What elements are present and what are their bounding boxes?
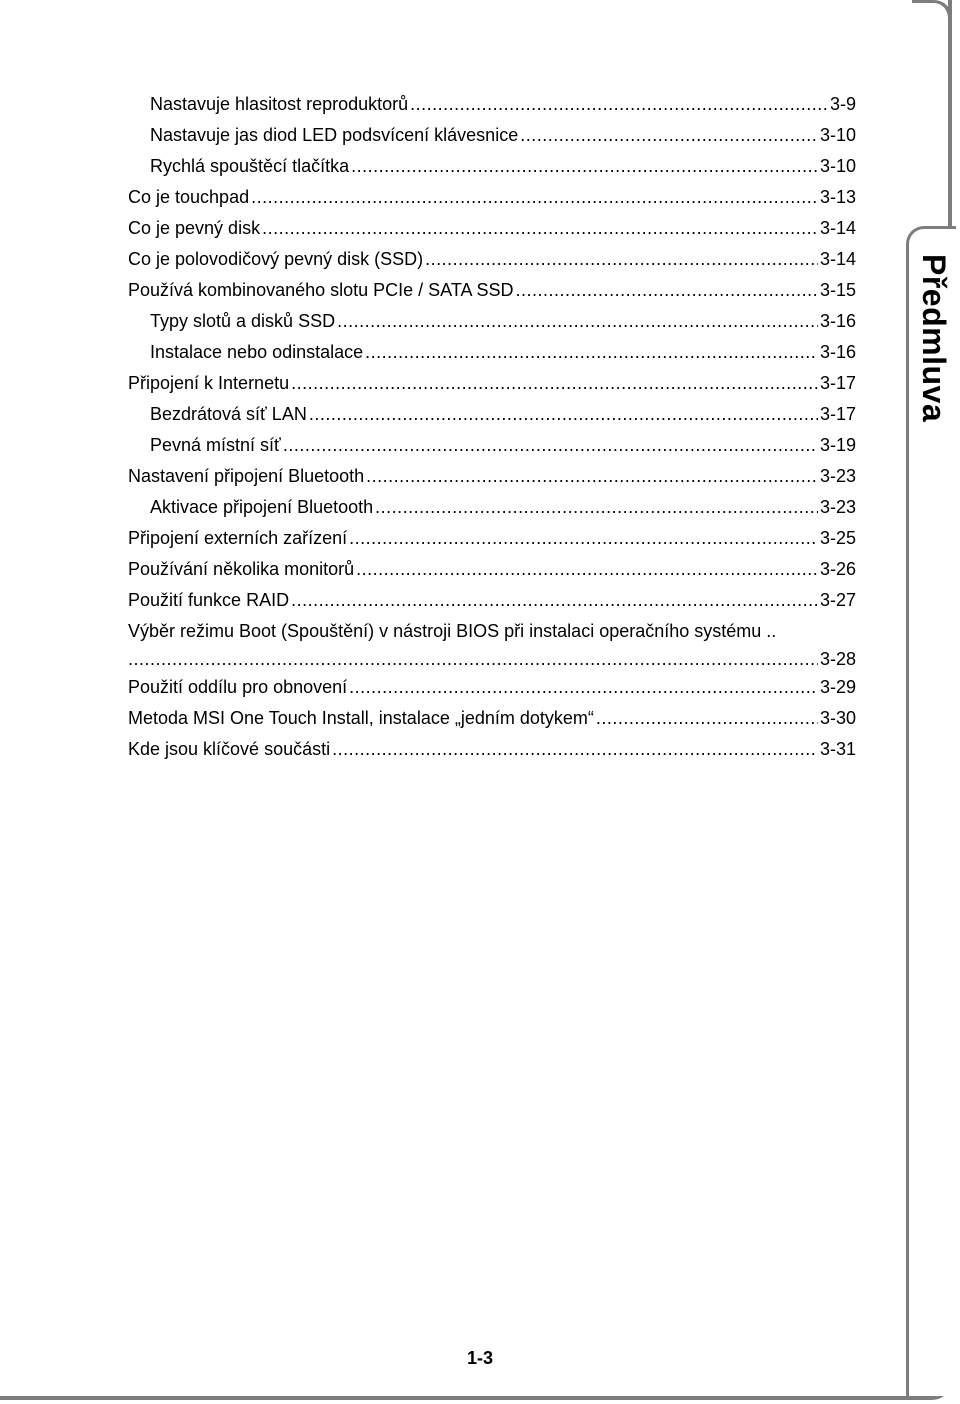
toc-entry-page: 3-25: [819, 528, 856, 548]
toc-entry[interactable]: [128, 616, 856, 672]
toc-leader-dots: [349, 672, 818, 703]
toc-entry-label: Aktivace připojení Bluetooth: [150, 497, 374, 517]
toc-entry-label: Výběr režimu Boot (Spouštění) v nástroji BIOS při instalaci operačního systému ..: [128, 621, 777, 641]
toc-entry[interactable]: [128, 585, 856, 616]
toc-entry[interactable]: [128, 120, 856, 151]
toc-entry-label: Bezdrátová síť LAN: [150, 404, 307, 424]
toc-leader-dots: [309, 399, 818, 430]
toc-entry-label: Připojení k Internetu: [128, 373, 290, 393]
toc-entry-page: 3-14: [819, 218, 856, 238]
toc-entry-label: Instalace nebo odinstalace: [150, 342, 364, 362]
toc-entry-page: 3-10: [819, 156, 856, 176]
toc-entry-page: 3-29: [819, 677, 856, 697]
toc-entry-label: Co je polovodičový pevný disk (SSD): [128, 249, 424, 269]
toc-leader-dots: [356, 554, 818, 585]
toc-leader-dots: [128, 647, 818, 672]
toc-entry-page: 3-13: [819, 187, 856, 207]
toc-leader-dots: [349, 523, 818, 554]
toc-entry-label: Nastavuje hlasitost reproduktorů: [150, 94, 409, 114]
toc-leader-dots: [366, 461, 818, 492]
toc-entry[interactable]: [128, 306, 856, 337]
toc-entry-page: 3-30: [819, 708, 856, 728]
toc-entry-label: Pevná místní síť: [150, 435, 281, 455]
toc-leader-dots: [251, 182, 818, 213]
toc-entry[interactable]: [128, 461, 856, 492]
toc-leader-dots: [365, 337, 818, 368]
toc-entry-label: Připojení externích zařízení: [128, 528, 348, 548]
toc-entry-page: 3-26: [819, 559, 856, 579]
toc-entry-page: 3-15: [819, 280, 856, 300]
toc-entry[interactable]: [128, 151, 856, 182]
toc-leader-dots: [291, 585, 818, 616]
toc-leader-dots: [351, 151, 818, 182]
toc-entry-page: 3-16: [819, 311, 856, 331]
toc-entry[interactable]: [128, 430, 856, 461]
toc-entry[interactable]: [128, 734, 856, 765]
toc-entry-label: Používá kombinovaného slotu PCIe / SATA SSD: [128, 280, 514, 300]
toc-entry-label: Metoda MSI One Touch Install, instalace „jedním dotykem“: [128, 708, 594, 728]
toc-entry[interactable]: [128, 244, 856, 275]
toc-entry[interactable]: [128, 337, 856, 368]
toc-entry[interactable]: [128, 672, 856, 703]
toc-leader-dots: [262, 213, 818, 244]
toc-entry-page: 3-23: [819, 466, 856, 486]
toc-entry[interactable]: [128, 703, 856, 734]
toc-entry-label: Co je pevný disk: [128, 218, 261, 238]
toc-entry-label: Používání několika monitorů: [128, 559, 355, 579]
toc-leader-dots: [425, 244, 818, 275]
toc-entry-label: Použití funkce RAID: [128, 590, 290, 610]
toc-leader-dots: [283, 430, 818, 461]
toc-leader-dots: [291, 368, 818, 399]
toc-entry[interactable]: [128, 213, 856, 244]
toc-entry[interactable]: [128, 399, 856, 430]
toc-entry-page: 3-31: [819, 739, 856, 759]
toc-entry[interactable]: [128, 554, 856, 585]
toc-entry[interactable]: [128, 368, 856, 399]
toc-leader-dots: [410, 89, 828, 120]
toc-entry-page: 3-17: [819, 404, 856, 424]
toc-entry[interactable]: [128, 492, 856, 523]
toc-entry-page: 3-9: [829, 94, 856, 114]
toc-entry-page: 3-23: [819, 497, 856, 517]
toc-entry-label: Rychlá spouštěcí tlačítka: [150, 156, 350, 176]
toc-entry[interactable]: [128, 523, 856, 554]
toc-leader-dots: [596, 703, 818, 734]
toc-entry-label: Použití oddílu pro obnovení: [128, 677, 348, 697]
toc-entry-page: 3-14: [819, 249, 856, 269]
toc-entry-page: 3-16: [819, 342, 856, 362]
toc-leader-dots: [520, 120, 818, 151]
toc-entry[interactable]: [128, 275, 856, 306]
toc-entry-label: Nastavení připojení Bluetooth: [128, 466, 365, 486]
toc-entry-label: Co je touchpad: [128, 187, 250, 207]
toc-entry-label: Kde jsou klíčové součásti: [128, 739, 331, 759]
toc-entry-page: 3-17: [819, 373, 856, 393]
table-of-contents: [128, 89, 856, 765]
toc-entry-page: 3-10: [819, 125, 856, 145]
side-tab-title: Předmluva: [916, 254, 952, 423]
toc-entry-page: 3-27: [819, 590, 856, 610]
toc-entry[interactable]: [128, 182, 856, 213]
toc-leader-dots: [375, 492, 818, 523]
toc-entry[interactable]: [128, 89, 856, 120]
toc-entry-page: 3-28: [819, 649, 856, 669]
toc-leader-dots: [516, 275, 818, 306]
toc-entry-label: Nastavuje jas diod LED podsvícení klávesnice: [150, 125, 519, 145]
page-number: 1-3: [466, 1348, 493, 1368]
toc-entry-label: Typy slotů a disků SSD: [150, 311, 336, 331]
toc-leader-dots: [337, 306, 818, 337]
toc-entry-page: 3-19: [819, 435, 856, 455]
toc-leader-dots: [332, 734, 818, 765]
